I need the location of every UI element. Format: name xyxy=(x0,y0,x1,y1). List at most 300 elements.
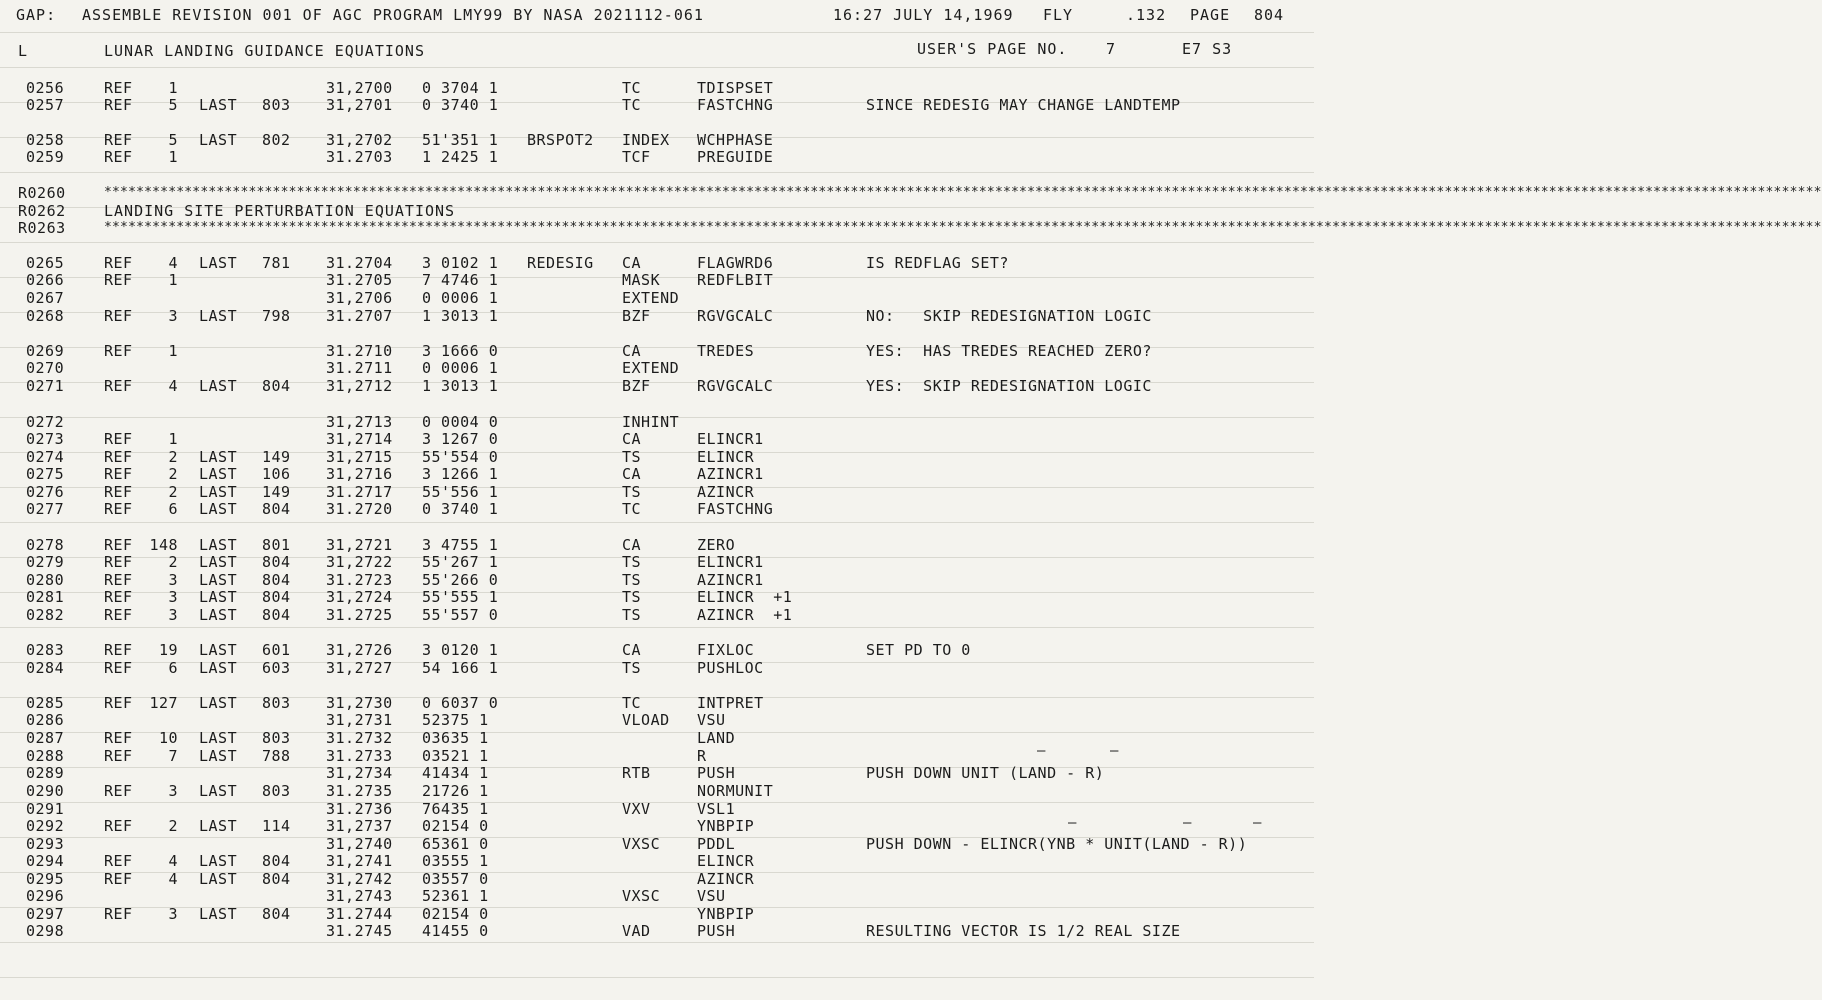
last-ref: 114 xyxy=(262,817,291,835)
line-number: 0267 xyxy=(26,289,65,307)
last-label: LAST xyxy=(199,131,238,149)
opcode-field: VLOAD xyxy=(622,711,670,729)
octal-word: 3 1267 0 xyxy=(422,430,499,448)
comment-field: YES: SKIP REDESIGNATION LOGIC xyxy=(866,377,1152,395)
octal-word: 1 3013 1 xyxy=(422,377,499,395)
address-field: 31.2725 xyxy=(326,606,393,624)
paper-rule xyxy=(0,522,1314,523)
operand-field: NORMUNIT xyxy=(697,782,774,800)
last-ref: 106 xyxy=(262,465,291,483)
octal-word: 03635 1 xyxy=(422,729,489,747)
line-number: 0287 xyxy=(26,729,65,747)
ref-count: 1 xyxy=(168,342,179,360)
ref-field: REF xyxy=(104,694,133,712)
ref-count: 5 xyxy=(168,131,179,149)
address-field: 31,2716 xyxy=(326,465,393,483)
ref-count: 3 xyxy=(168,588,179,606)
octal-word: 3 1666 0 xyxy=(422,342,499,360)
ref-field: REF xyxy=(104,588,133,606)
opcode-field: TC xyxy=(622,79,642,97)
line-number: 0298 xyxy=(26,922,65,940)
octal-word: 55'556 1 xyxy=(422,483,499,501)
opcode-field: RTB xyxy=(622,764,651,782)
paper-rule xyxy=(0,872,1314,873)
last-label: LAST xyxy=(199,641,238,659)
last-ref: 804 xyxy=(262,852,291,870)
line-number: 0274 xyxy=(26,448,65,466)
ref-field: REF xyxy=(104,254,133,272)
ref-field: REF xyxy=(104,817,133,835)
header-code: .132 xyxy=(1126,6,1167,24)
octal-word: 1 2425 1 xyxy=(422,148,499,166)
line-number: 0284 xyxy=(26,659,65,677)
mode-label: FLY xyxy=(1043,6,1074,24)
last-ref: 803 xyxy=(262,782,291,800)
last-ref: 803 xyxy=(262,729,291,747)
opcode-field: TCF xyxy=(622,148,651,166)
operand-field: ELINCR1 xyxy=(697,553,764,571)
overbar-mark: – xyxy=(1068,815,1077,831)
line-number: 0281 xyxy=(26,588,65,606)
address-field: 31,2724 xyxy=(326,588,393,606)
last-ref: 803 xyxy=(262,694,291,712)
last-ref: 149 xyxy=(262,483,291,501)
section-title: LUNAR LANDING GUIDANCE EQUATIONS xyxy=(104,42,425,60)
last-ref: 149 xyxy=(262,448,291,466)
last-label: LAST xyxy=(199,536,238,554)
last-label: LAST xyxy=(199,747,238,765)
last-ref: 603 xyxy=(262,659,291,677)
address-field: 31,2743 xyxy=(326,887,393,905)
last-ref: 804 xyxy=(262,553,291,571)
operand-field: AZINCR xyxy=(697,870,755,888)
comment-field: SET PD TO 0 xyxy=(866,641,971,659)
operand-field: PUSH xyxy=(697,922,736,940)
operand-field: FASTCHNG xyxy=(697,96,774,114)
address-field: 31.2744 xyxy=(326,905,393,923)
line-number: 0265 xyxy=(26,254,65,272)
opcode-field: INHINT xyxy=(622,413,680,431)
line-number: 0290 xyxy=(26,782,65,800)
operand-field: FIXLOC xyxy=(697,641,755,659)
ref-field: REF xyxy=(104,536,133,554)
operand-field: ELINCR +1 xyxy=(697,588,793,606)
ref-field: REF xyxy=(104,148,133,166)
address-field: 31.2723 xyxy=(326,571,393,589)
ref-field: REF xyxy=(104,571,133,589)
operand-field: R xyxy=(697,747,707,765)
opcode-field: TS xyxy=(622,588,642,606)
octal-word: 55'266 0 xyxy=(422,571,499,589)
operand-field: ELINCR xyxy=(697,448,755,466)
paper-rule xyxy=(0,767,1314,768)
opcode-field: VXSC xyxy=(622,887,661,905)
overbar-mark: – xyxy=(1037,743,1046,759)
line-number: 0282 xyxy=(26,606,65,624)
address-field: 31,2702 xyxy=(326,131,393,149)
operand-field: YNBPIP xyxy=(697,905,755,923)
last-ref: 601 xyxy=(262,641,291,659)
address-field: 31,2700 xyxy=(326,79,393,97)
ref-count: 7 xyxy=(168,747,179,765)
last-ref: 798 xyxy=(262,307,291,325)
line-number: 0283 xyxy=(26,641,65,659)
octal-word: 55'557 0 xyxy=(422,606,499,624)
ref-field: REF xyxy=(104,641,133,659)
address-field: 31,2712 xyxy=(326,377,393,395)
address-field: 31,2730 xyxy=(326,694,393,712)
last-label: LAST xyxy=(199,96,238,114)
ref-count: 2 xyxy=(168,483,179,501)
opcode-field: TS xyxy=(622,571,642,589)
overbar-mark: – xyxy=(1110,743,1119,759)
address-field: 31.2733 xyxy=(326,747,393,765)
opcode-field: MASK xyxy=(622,271,661,289)
octal-word: 3 0120 1 xyxy=(422,641,499,659)
octal-word: 3 1266 1 xyxy=(422,465,499,483)
paper-rule xyxy=(0,907,1314,908)
line-number: 0292 xyxy=(26,817,65,835)
ref-count: 1 xyxy=(168,271,179,289)
section-heading: LANDING SITE PERTURBATION EQUATIONS xyxy=(104,202,456,220)
line-number: 0291 xyxy=(26,800,65,818)
ref-count: 2 xyxy=(168,817,179,835)
line-number: 0294 xyxy=(26,852,65,870)
octal-word: 55'554 0 xyxy=(422,448,499,466)
ref-field: REF xyxy=(104,852,133,870)
address-field: 31,2706 xyxy=(326,289,393,307)
operand-field: LAND xyxy=(697,729,736,747)
operand-field: TREDES xyxy=(697,342,755,360)
last-label: LAST xyxy=(199,483,238,501)
line-number: 0268 xyxy=(26,307,65,325)
paper-rule xyxy=(0,487,1314,488)
address-field: 31.2711 xyxy=(326,359,393,377)
paper-rule xyxy=(0,802,1314,803)
operand-field: WCHPHASE xyxy=(697,131,774,149)
octal-word: 7 4746 1 xyxy=(422,271,499,289)
opcode-field: TC xyxy=(622,500,642,518)
line-number: 0276 xyxy=(26,483,65,501)
users-page-label: USER'S PAGE NO. xyxy=(917,40,1068,58)
line-number: 0297 xyxy=(26,905,65,923)
ref-count: 19 xyxy=(159,641,179,659)
comment-field: PUSH DOWN UNIT (LAND - R) xyxy=(866,764,1105,782)
octal-word: 65361 0 xyxy=(422,835,489,853)
ref-count: 3 xyxy=(168,571,179,589)
address-field: 31,2731 xyxy=(326,711,393,729)
opcode-field: TS xyxy=(622,606,642,624)
line-number: 0295 xyxy=(26,870,65,888)
line-number: 0258 xyxy=(26,131,65,149)
operand-field: PDDL xyxy=(697,835,736,853)
line-number: R0262 xyxy=(18,202,66,220)
address-field: 31,2742 xyxy=(326,870,393,888)
operand-field: AZINCR +1 xyxy=(697,606,793,624)
last-label: LAST xyxy=(199,307,238,325)
last-ref: 804 xyxy=(262,571,291,589)
opcode-field: VXSC xyxy=(622,835,661,853)
last-label: LAST xyxy=(199,448,238,466)
ref-field: REF xyxy=(104,79,133,97)
line-number: 0285 xyxy=(26,694,65,712)
operand-field: VSU xyxy=(697,711,726,729)
opcode-field: INDEX xyxy=(622,131,670,149)
page-number: 804 xyxy=(1254,6,1285,24)
ref-field: REF xyxy=(104,307,133,325)
ref-count: 1 xyxy=(168,430,179,448)
paper-rule xyxy=(0,32,1314,33)
ref-field: REF xyxy=(104,377,133,395)
gap-label: GAP: xyxy=(16,6,57,24)
octal-word: 03521 1 xyxy=(422,747,489,765)
operand-field: PREGUIDE xyxy=(697,148,774,166)
operand-field: ZERO xyxy=(697,536,736,554)
opcode-field: CA xyxy=(622,536,642,554)
octal-word: 21726 1 xyxy=(422,782,489,800)
octal-word: 0 3740 1 xyxy=(422,96,499,114)
line-number: 0280 xyxy=(26,571,65,589)
ref-field: REF xyxy=(104,448,133,466)
comment-field: SINCE REDESIG MAY CHANGE LANDTEMP xyxy=(866,96,1181,114)
last-ref: 788 xyxy=(262,747,291,765)
ref-count: 10 xyxy=(159,729,179,747)
operand-field: VSL1 xyxy=(697,800,736,818)
ref-count: 2 xyxy=(168,448,179,466)
opcode-field: TS xyxy=(622,659,642,677)
address-field: 31.2705 xyxy=(326,271,393,289)
last-label: LAST xyxy=(199,571,238,589)
last-ref: 801 xyxy=(262,536,291,554)
address-field: 31.2707 xyxy=(326,307,393,325)
last-ref: 802 xyxy=(262,131,291,149)
ref-count: 5 xyxy=(168,96,179,114)
operand-field: RGVGCALC xyxy=(697,307,774,325)
ref-count: 1 xyxy=(168,148,179,166)
line-number: 0269 xyxy=(26,342,65,360)
octal-word: 03557 0 xyxy=(422,870,489,888)
octal-word: 52375 1 xyxy=(422,711,489,729)
line-number: 0273 xyxy=(26,430,65,448)
opcode-field: TC xyxy=(622,96,642,114)
operand-field: ELINCR1 xyxy=(697,430,764,448)
last-label: LAST xyxy=(199,694,238,712)
address-field: 31.2732 xyxy=(326,729,393,747)
last-ref: 804 xyxy=(262,870,291,888)
line-number: 0256 xyxy=(26,79,65,97)
paper-rule xyxy=(0,242,1314,243)
assemble-title: ASSEMBLE REVISION 001 OF AGC PROGRAM LMY99 BY NASA 2021112-061 xyxy=(82,6,704,24)
ref-field: REF xyxy=(104,606,133,624)
opcode-field: CA xyxy=(622,641,642,659)
line-number: 0270 xyxy=(26,359,65,377)
operand-field: INTPRET xyxy=(697,694,764,712)
comment-field: NO: SKIP REDESIGNATION LOGIC xyxy=(866,307,1152,325)
comment-field: IS REDFLAG SET? xyxy=(866,254,1009,272)
paper-rule xyxy=(0,557,1314,558)
ref-count: 127 xyxy=(149,694,179,712)
octal-word: 51'351 1 xyxy=(422,131,499,149)
opcode-field: EXTEND xyxy=(622,289,680,307)
opcode-field: TS xyxy=(622,448,642,466)
opcode-field: VAD xyxy=(622,922,651,940)
octal-word: 1 3013 1 xyxy=(422,307,499,325)
last-label: LAST xyxy=(199,588,238,606)
print-datetime: 16:27 JULY 14,1969 xyxy=(833,6,1014,24)
octal-word: 41455 0 xyxy=(422,922,489,940)
octal-word: 0 6037 0 xyxy=(422,694,499,712)
ref-code: E7 S3 xyxy=(1182,40,1233,58)
ref-count: 6 xyxy=(168,500,179,518)
octal-word: 3 0102 1 xyxy=(422,254,499,272)
last-label: LAST xyxy=(199,254,238,272)
operand-field: VSU xyxy=(697,887,726,905)
overbar-mark: – xyxy=(1183,815,1192,831)
address-field: 31,2734 xyxy=(326,764,393,782)
line-number: 0289 xyxy=(26,764,65,782)
ref-count: 4 xyxy=(168,377,179,395)
operand-field: ELINCR xyxy=(697,852,755,870)
symbol-label: BRSPOT2 xyxy=(527,131,594,149)
operand-field: FASTCHNG xyxy=(697,500,774,518)
operand-field: YNBPIP xyxy=(697,817,755,835)
ref-field: REF xyxy=(104,342,133,360)
address-field: 31.2736 xyxy=(326,800,393,818)
octal-word: 0 0006 1 xyxy=(422,359,499,377)
opcode-field: TC xyxy=(622,694,642,712)
line-number: 0272 xyxy=(26,413,65,431)
address-field: 31,2713 xyxy=(326,413,393,431)
ref-field: REF xyxy=(104,483,133,501)
last-ref: 804 xyxy=(262,377,291,395)
octal-word: 0 3740 1 xyxy=(422,500,499,518)
line-number: R0263 xyxy=(18,219,66,237)
ref-field: REF xyxy=(104,131,133,149)
address-field: 31.2703 xyxy=(326,148,393,166)
line-number: 0275 xyxy=(26,465,65,483)
operand-field: TDISPSET xyxy=(697,79,774,97)
paper-rule xyxy=(0,942,1314,943)
opcode-field: TS xyxy=(622,553,642,571)
last-label: LAST xyxy=(199,729,238,747)
address-field: 31,2701 xyxy=(326,96,393,114)
ref-count: 3 xyxy=(168,307,179,325)
octal-word: 55'267 1 xyxy=(422,553,499,571)
comment-field: PUSH DOWN - ELINCR(YNB * UNIT(LAND - R)) xyxy=(866,835,1248,853)
ref-field: REF xyxy=(104,271,133,289)
paper-rule xyxy=(0,452,1314,453)
octal-word: 02154 0 xyxy=(422,905,489,923)
last-ref: 804 xyxy=(262,905,291,923)
address-field: 31,2721 xyxy=(326,536,393,554)
ref-field: REF xyxy=(104,905,133,923)
line-number: 0266 xyxy=(26,271,65,289)
address-field: 31,2726 xyxy=(326,641,393,659)
octal-word: 54 166 1 xyxy=(422,659,499,677)
users-page-number: 7 xyxy=(1106,40,1117,58)
last-label: LAST xyxy=(199,377,238,395)
ref-field: REF xyxy=(104,747,133,765)
last-label: LAST xyxy=(199,659,238,677)
paper-rule xyxy=(0,732,1314,733)
address-field: 31,2741 xyxy=(326,852,393,870)
address-field: 31.2745 xyxy=(326,922,393,940)
octal-word: 02154 0 xyxy=(422,817,489,835)
ref-count: 148 xyxy=(149,536,179,554)
octal-word: 0 0006 1 xyxy=(422,289,499,307)
last-label: LAST xyxy=(199,870,238,888)
operand-field: PUSH xyxy=(697,764,736,782)
address-field: 31.2704 xyxy=(326,254,393,272)
line-number: 0288 xyxy=(26,747,65,765)
last-ref: 804 xyxy=(262,606,291,624)
address-field: 31.2720 xyxy=(326,500,393,518)
operand-field: FLAGWRD6 xyxy=(697,254,774,272)
opcode-field: BZF xyxy=(622,307,651,325)
last-label: LAST xyxy=(199,782,238,800)
ref-count: 4 xyxy=(168,254,179,272)
address-field: 31.2710 xyxy=(326,342,393,360)
opcode-field: CA xyxy=(622,430,642,448)
paper-rule xyxy=(0,662,1314,663)
opcode-field: VXV xyxy=(622,800,651,818)
paper-rule xyxy=(0,977,1314,978)
ref-field: REF xyxy=(104,465,133,483)
comment-field: RESULTING VECTOR IS 1/2 REAL SIZE xyxy=(866,922,1181,940)
ref-count: 2 xyxy=(168,553,179,571)
line-number: 0259 xyxy=(26,148,65,166)
last-ref: 804 xyxy=(262,588,291,606)
opcode-field: EXTEND xyxy=(622,359,680,377)
line-number: 0296 xyxy=(26,887,65,905)
operand-field: AZINCR xyxy=(697,483,755,501)
address-field: 31.2717 xyxy=(326,483,393,501)
ref-count: 1 xyxy=(168,79,179,97)
operand-field: AZINCR1 xyxy=(697,571,764,589)
asterisk-separator: ********************************************************************************************************************************************************************************************************************** xyxy=(104,185,1822,200)
octal-word: 0 3704 1 xyxy=(422,79,499,97)
address-field: 31,2714 xyxy=(326,430,393,448)
octal-word: 03555 1 xyxy=(422,852,489,870)
line-number: 0271 xyxy=(26,377,65,395)
comment-field: YES: HAS TREDES REACHED ZERO? xyxy=(866,342,1152,360)
line-number: 0278 xyxy=(26,536,65,554)
ref-field: REF xyxy=(104,500,133,518)
address-field: 31.2735 xyxy=(326,782,393,800)
asterisk-separator: ********************************************************************************************************************************************************************************************************************** xyxy=(104,220,1822,235)
last-label: LAST xyxy=(199,817,238,835)
address-field: 31,2722 xyxy=(326,553,393,571)
ref-count: 6 xyxy=(168,659,179,677)
ref-count: 3 xyxy=(168,606,179,624)
ref-field: REF xyxy=(104,553,133,571)
line-number: 0293 xyxy=(26,835,65,853)
line-number: 0277 xyxy=(26,500,65,518)
paper-rule xyxy=(0,697,1314,698)
paper-rule xyxy=(0,627,1314,628)
page-label: PAGE xyxy=(1190,6,1231,24)
address-field: 31,2715 xyxy=(326,448,393,466)
last-label: LAST xyxy=(199,852,238,870)
ref-count: 4 xyxy=(168,870,179,888)
operand-field: PUSHLOC xyxy=(697,659,764,677)
last-ref: 803 xyxy=(262,96,291,114)
octal-word: 3 4755 1 xyxy=(422,536,499,554)
ref-field: REF xyxy=(104,96,133,114)
ref-count: 4 xyxy=(168,852,179,870)
octal-word: 52361 1 xyxy=(422,887,489,905)
ref-field: REF xyxy=(104,782,133,800)
